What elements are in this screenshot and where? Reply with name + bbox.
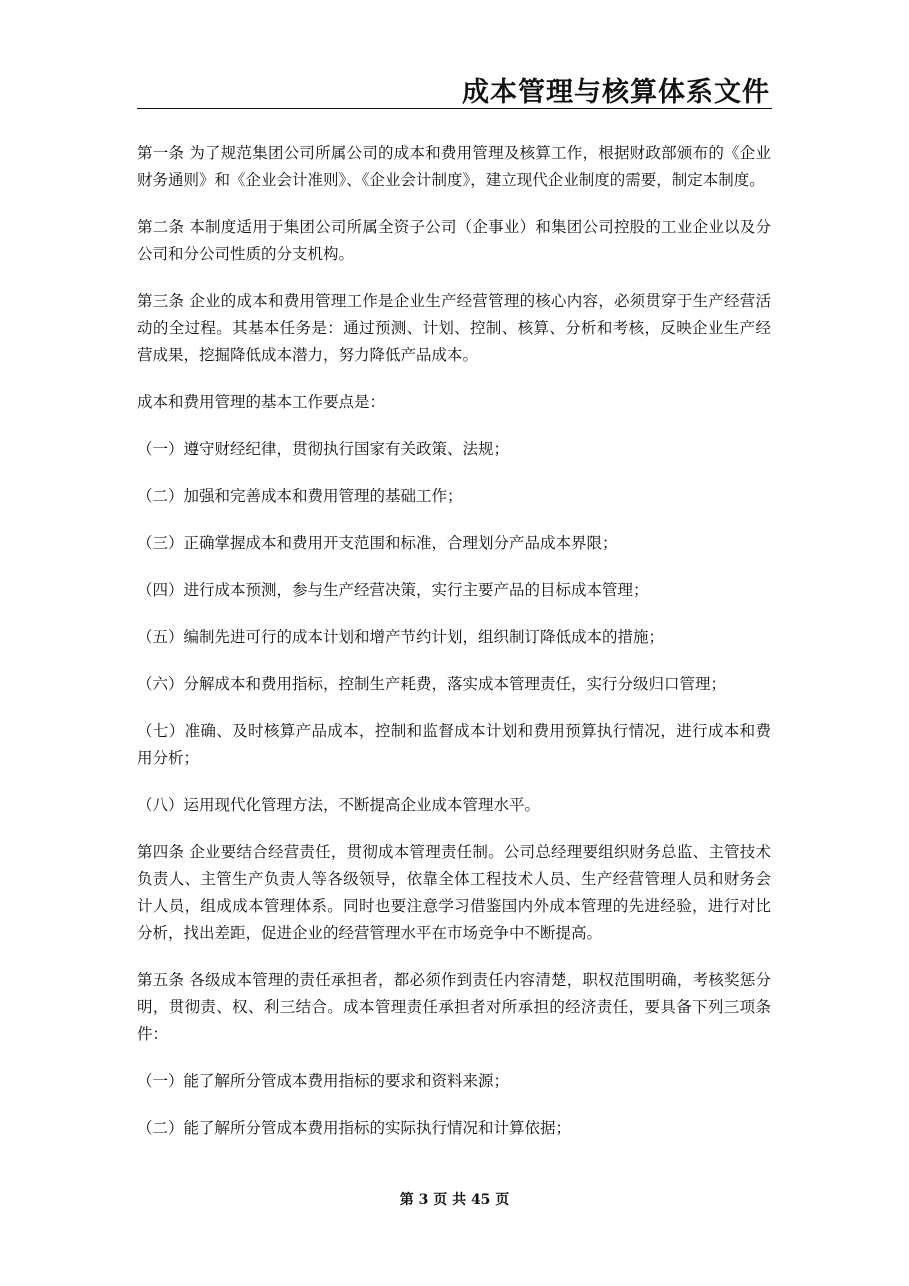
paragraph-article-3: 第三条 企业的成本和费用管理工作是企业生产经营管理的核心内容，必须贯穿于生产经营活动的全过程。其基本任务是：通过预测、计划、控制、核算、分析和考核，反映企业生产经营成果，挖掘降低成本潜力，努力降低产品成本。 xyxy=(137,292,771,364)
list-item-5: （五）编制先进可行的成本计划和增产节约计划，组织制订降低成本的措施； xyxy=(137,628,665,646)
document-body xyxy=(137,140,771,1162)
paragraph-article-4: 第四条 企业要结合经营责任，贯彻成本管理责任制。公司总经理要组织财务总监、主管技术负责人、主管生产负责人等各级领导，依靠全体工程技术人员、生产经营管理人员和财务会计人员，组成成本管理体系。同时也要注意学习借鉴国内外成本管理的先进经验，进行对比分析，找出差距，促进企业的经营管理水平在市场竞争中不断提高。 xyxy=(137,843,771,942)
paragraph-article-1: 第一条 为了规范集团公司所属公司的成本和费用管理及核算工作，根据财政部颁布的《企业财务通则》和《企业会计准则》、《企业会计制度》，建立现代企业制度的需要，制定本制度。 xyxy=(137,144,771,189)
paragraph-key-points-intro: 成本和费用管理的基本工作要点是： xyxy=(137,393,386,411)
list-item-4: （四）进行成本预测，参与生产经营决策，实行主要产品的目标成本管理； xyxy=(137,581,649,599)
condition-item-2: （二）能了解所分管成本费用指标的实际执行情况和计算依据； xyxy=(137,1119,572,1137)
list-item-7: （七）准确、及时核算产品成本，控制和监督成本计划和费用预算执行情况，进行成本和费用分析； xyxy=(137,722,771,767)
list-item-2: （二）加强和完善成本和费用管理的基础工作； xyxy=(137,487,463,505)
list-item-8: （八）运用现代化管理方法，不断提高企业成本管理水平。 xyxy=(137,796,541,814)
page-header xyxy=(137,78,772,109)
list-item-3: （三）正确掌握成本和费用开支范围和标准，合理划分产品成本界限； xyxy=(137,534,618,552)
page-number-footer: 第 3 页 共 45 页 xyxy=(399,1192,510,1208)
list-item-6: （六）分解成本和费用指标，控制生产耗费，落实成本管理责任，实行分级归口管理； xyxy=(137,675,727,693)
list-item-1: （一）遵守财经纪律，贯彻执行国家有关政策、法规； xyxy=(137,440,510,458)
document-title: 成本管理与核算体系文件 xyxy=(462,77,770,108)
paragraph-article-2: 第二条 本制度适用于集团公司所属全资子公司（企事业）和集团公司控股的工业企业以及分公司和分公司性质的分支机构。 xyxy=(137,218,771,263)
paragraph-article-5: 第五条 各级成本管理的责任承担者，都必须作到责任内容清楚，职权范围明确，考核奖惩分明，贯彻责、权、利三结合。成本管理责任承担者对所承担的经济责任，要具备下列三项条件： xyxy=(137,971,771,1043)
condition-item-1: （一）能了解所分管成本费用指标的要求和资料来源； xyxy=(137,1072,510,1090)
